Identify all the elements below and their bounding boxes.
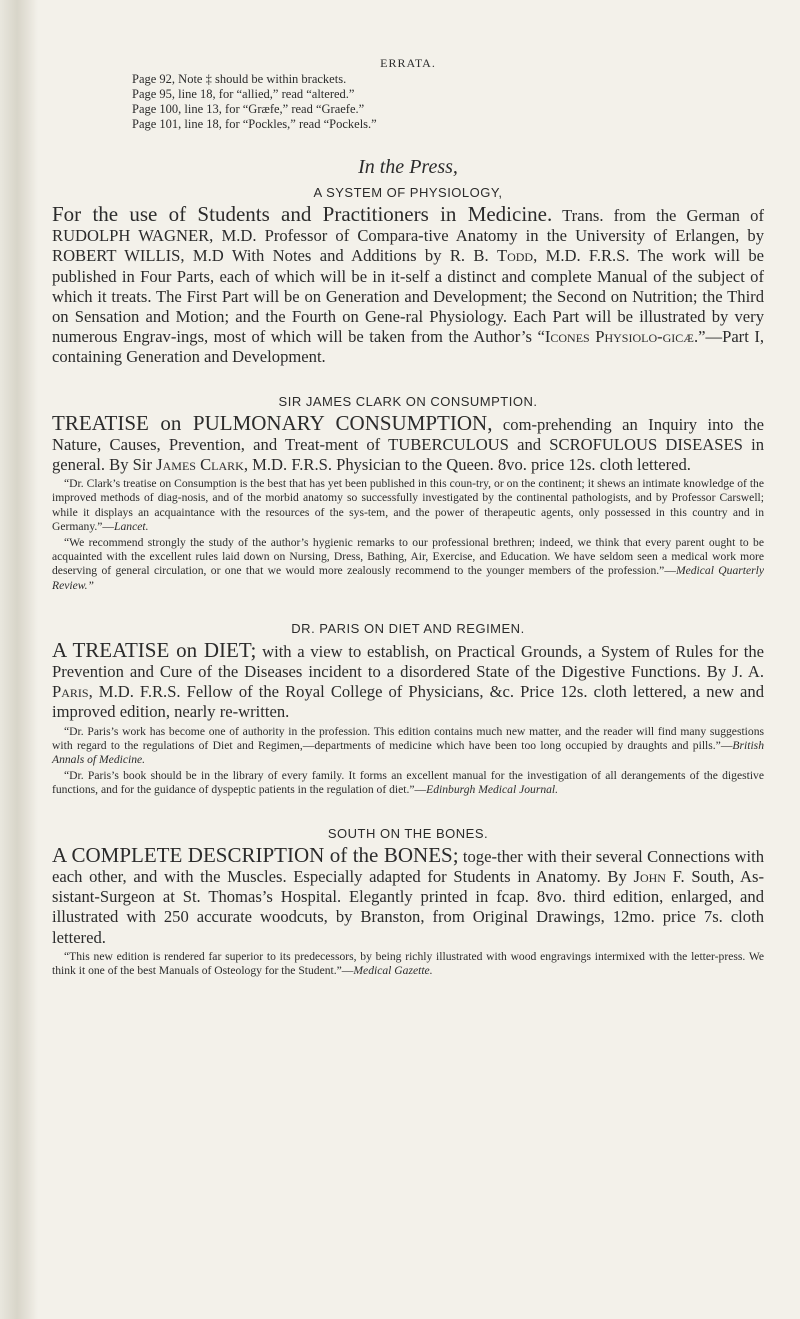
advert-body: A COMPLETE DESCRIPTION of the BONES; toge-ther with their several Connections with each other, and with the Muscles. Especially adapted for Students in Anatomy. By John F. South, As-sistant-Surgeon at St. Thomas’s Hospital. Elegantly printed in fcap. 8vo. third edition, enlarged, and illustrated with 250 accurate woodcuts, by Branston, from Original Drawings, 12mo. price 7s. cloth lettered. xyxy=(52,842,764,947)
review-source: Edinburgh Medical Journal. xyxy=(426,783,559,797)
section-heading: DR. PARIS ON DIET AND REGIMEN. xyxy=(291,620,525,636)
advert-lead: A COMPLETE DESCRIPTION of the BONES; xyxy=(52,842,459,867)
review-quote: “We recommend strongly the study of the author’s hygienic remarks to our professional brethren; indeed, we think that every parent ought to be acquainted with the excellent rules laid down on Nursing, Dress, Bathing, Air, Exercise, and Education. We have seldom seen a medical work more deserving of general circulation, or one that we would more zealously recommend to the younger members of the profession.”—Medical Quarterly Review.” xyxy=(52,536,765,592)
review-quote: “This new edition is rendered far superior to its predecessors, by being richly illustrated with wood engravings intermixed with the letter-press. We think it one of the best Manuals of Osteology for the Student.”—Medical Gazette. xyxy=(52,949,764,977)
section-spacer xyxy=(52,595,764,615)
errata-line: Page 92, Note ‡ should be within brackets. xyxy=(132,72,347,86)
section-heading: A SYSTEM OF PHYSIOLOGY, xyxy=(313,185,503,200)
review-source: Lancet. xyxy=(114,519,149,533)
section-spacer xyxy=(52,800,764,820)
advert-body: For the use of Students and Practitioners in Medicine. Trans. from the German of RUDOLPH WAGNER, M.D. Professor of Compara-tive Anatomy in the University of Erlangen, by ROBERT WILLIS, M.D With Notes and Additions by R. B. Todd, M.D. F.R.S. The work will be published in Four Parts, each of which will be in it-self a distinct and complete Manual of the subject of which it treats. The First Part will be on Generation and Development; the Second on Nutrition; the Third on Sensation and Motion; and the Fourth on Gene-ral Physiology. Each Part will be illustrated by very numerous Engrav-ings, most of which will be taken from the Author’s “Icones Physiolo-gicæ.”—Part I, containing Generation and Development. xyxy=(52,202,764,367)
advert-lead: TREATISE on PULMONARY CONSUMPTION, xyxy=(52,410,493,435)
printed-page xyxy=(52,56,764,980)
advert-bones xyxy=(52,826,764,978)
review-quote: “Dr. Paris’s book should be in the library of every family. It forms an excellent manual for the investigation of all derangements of the digestive functions, and for the guidance of dyspeptic patients in the regulation of diet.”—Edinburgh Medical Journal. xyxy=(52,769,764,797)
advert-body: TREATISE on PULMONARY CONSUMPTION, com-prehending an Inquiry into the Nature, Causes, Prevention, and Treat-ment of TUBERCULOUS and SCROFULOUS DISEASES in general. By Sir James Clark, M.D. F.R.S. Physician to the Queen. 8vo. price 12s. cloth lettered. xyxy=(52,410,764,475)
errata-title: ERRATA. xyxy=(380,56,436,70)
in-the-press-heading: In the Press, xyxy=(358,156,458,178)
advert-physiology xyxy=(52,185,764,368)
section-heading: SOUTH ON THE BONES. xyxy=(327,825,489,841)
errata-block xyxy=(132,56,764,132)
errata-line: Page 100, line 13, for “Græfe,” read “Graefe.” xyxy=(132,102,365,116)
errata-line: Page 101, line 18, for “Pockles,” read “Pockels.” xyxy=(132,117,377,131)
review-source: Medical Gazette. xyxy=(353,963,433,977)
section-spacer xyxy=(52,368,764,388)
advert-consumption xyxy=(52,394,764,593)
review-quote: “Dr. Clark’s treatise on Consumption is the best that has yet been published in this coun-try, or on the continent; it shews an intimate knowledge of the improved methods of diag-nosis, and of the morbid anatomy so successfully investigated by the continental pathologists, and by Professor Carswell; while it displays an acquaintance with the resources of the sys-tem, and the power of therapeutic agents, only possessed in this country and in Germany.”—Lancet. xyxy=(52,477,764,533)
review-source: Medical Quarterly Review.” xyxy=(52,564,765,592)
review-quote: “Dr. Paris’s work has become one of authority in the profession. This edition contains much new matter, and the reader will find many suggestions with regard to the regulations of Diet and Regimen,—departments of medicine which have been too long occupied by draughts and pills.”—British Annals of Medicine. xyxy=(52,724,764,767)
advert-lead: A TREATISE on DIET; xyxy=(52,637,257,662)
page-binding-shadow xyxy=(0,0,38,1319)
errata-line: Page 95, line 18, for “allied,” read “altered.” xyxy=(132,87,355,101)
advert-lead: For the use of Students and Practitioners in Medicine. xyxy=(52,202,553,226)
review-source: British Annals of Medicine. xyxy=(52,738,764,767)
section-heading: SIR JAMES CLARK ON CONSUMPTION. xyxy=(278,393,538,409)
advert-body: A TREATISE on DIET; with a view to establish, on Practical Grounds, a System of Rules for the Prevention and Cure of the Diseases incident to a disordered State of the Digestive Functions. By J. A. Paris, M.D. F.R.S. Fellow of the Royal College of Physicians, &c. Price 12s. cloth lettered, a new and improved edition, nearly re-written. xyxy=(52,637,764,722)
advert-diet xyxy=(52,621,764,798)
